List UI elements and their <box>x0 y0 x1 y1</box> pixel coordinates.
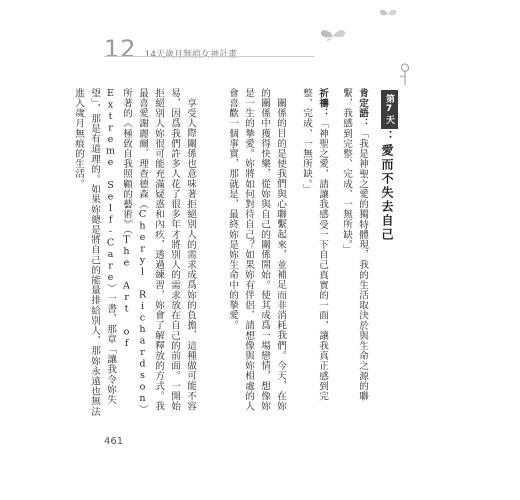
affirmation-label: 肯定語： <box>357 88 368 129</box>
running-header <box>104 35 237 63</box>
header-page-number: 12 <box>104 35 137 63</box>
affirmation-text: 「我是神聖之愛的獨特體現，我的生活取決於與生命之源的聯繫，我感到完整、完成、一無所缺。」 <box>341 88 368 402</box>
butterfly-icon <box>318 28 348 44</box>
chapter-title: ：愛而不失去自己 <box>380 130 394 242</box>
footer-page-number: 461 <box>104 436 124 447</box>
prayer-label: 祈禱： <box>317 88 328 119</box>
header-book-title: 14天歲月無痕女神計畫 <box>144 50 237 60</box>
body-paragraph-1: 關係的目的是使我們與心聯繫起來，並補足而非消耗我們。今天，在妳的關係中獲得快樂，從妳與自己的關係開始。使其成爲一場戀情，想像妳是一生的摯愛。妳將如何對待自己？如果妳有伴侶，請想像與妳相處的人會喜歡一個事實，那就是，最終妳是妳生命中的摯愛。 <box>227 88 286 412</box>
rose-icon <box>398 60 412 86</box>
header-rule <box>104 56 314 57</box>
affirmation-block <box>336 88 370 418</box>
prayer-block <box>296 88 330 418</box>
day-badge: 第7天 <box>381 90 398 129</box>
prayer-text: 「神聖之愛，請讓我感受一下自己真實的一面，讓我真正感到完整、完成、一無所缺。」 <box>301 88 328 402</box>
body-paragraph-2: 享受人際關係也意味著拒絕別人的需求成爲妳的負擔，這種做可能不容易，因爲我們許多人花了很多年才將別人的需求放在自己的前面。一開始拒絕別人妳很可能充滿疑惑和內疚，透過練習，妳會了解釋放的方式。我最喜愛謝麗爾．理查德森（Cheryl Richardson）所著的《極致自我照顧的藝術》（The Art of Extreme Self-Care）一書，那章「讓我令妳失望」，那是有道理的。如果妳總是將自己的能量排給別人，那妳永遠也無法進入歲月無痕的生活。 <box>73 88 196 417</box>
butterfly-icon <box>378 8 398 20</box>
